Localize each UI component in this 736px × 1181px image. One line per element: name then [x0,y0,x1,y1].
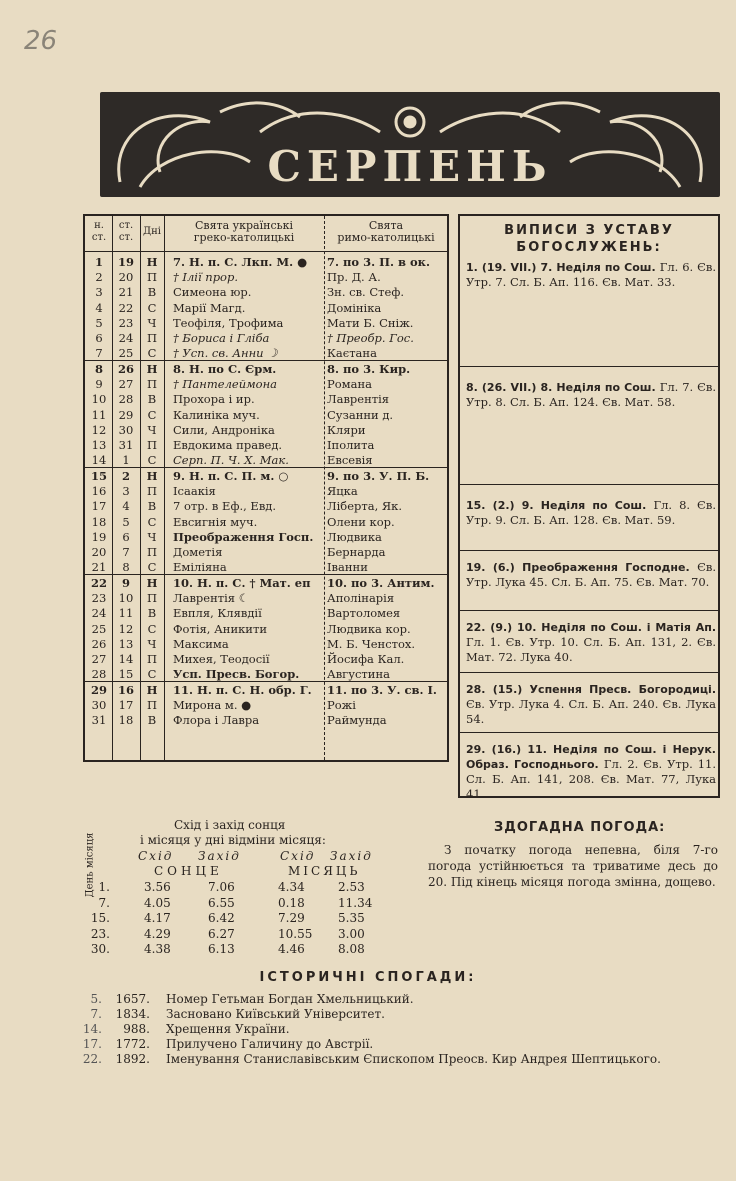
day-new: 27 [91,652,107,666]
day-old: 11 [118,606,134,621]
day-new: 24 [91,606,107,621]
greek-feast: 7 отр. в Еф., Евд. [173,499,277,514]
calendar-row [85,255,447,270]
day-old: 25 [118,346,134,361]
roman-feast: Людвика кор. [327,621,411,636]
day-old: 3 [122,484,130,499]
moonset: 2.53 [338,880,365,894]
day-old: 30 [118,422,134,437]
weekday: Н [146,469,158,483]
roman-feast: Бернарда [327,545,386,559]
day-old: 1 [122,453,130,468]
liturgy-entry-body: Єв. Утр. Лука 4. Сл. Б. Ап. 240. Єв. Лука 54. [466,697,716,726]
history-text: Прилучено Галичину до Австрії. [166,1037,374,1051]
day-new: 3 [95,285,103,300]
day-old: 28 [118,392,134,407]
greek-feast: Сили, Андроніка [173,422,275,437]
day-new: 5 [95,315,103,330]
liturgy-separator [460,732,718,733]
history-item [80,1037,720,1052]
weekday: С [147,560,157,575]
weekday: В [147,713,157,728]
liturgy-entry [466,260,716,290]
moonset: 3.00 [338,926,365,941]
liturgy-entry-body: Єв. Утр. Лука 45. Сл. Б. Ап. 75. Єв. Мат. 70. [466,560,716,589]
day-old: 9 [121,576,130,590]
calendar-row [85,377,447,392]
moonrise: 10.55 [278,926,313,941]
day-old: 22 [118,300,134,315]
greek-feast: Михея, Теодосії [173,652,270,666]
weekday: Ч [147,529,157,544]
weather-title: ЗДОГАДНА ПОГОДА: [494,820,666,835]
roman-feast: Каєтана [327,346,377,361]
moonrise: 0.18 [278,895,305,910]
greek-feast: Лаврентія ☾ [173,591,250,606]
moon-label: МІСЯЦЬ [288,864,361,878]
greek-feast: Дометія [173,545,223,559]
day-old: 10 [118,591,134,606]
weekday: П [146,545,158,559]
greek-feast: Преображення Госп. [173,529,314,544]
day-new: 15 [90,469,107,483]
day-old: 26 [117,362,134,376]
moonset: 5.35 [338,911,365,925]
calendar-row [85,499,447,514]
moonset: 8.08 [338,942,365,956]
weekday: П [146,652,158,666]
greek-feast: Евсигнія муч. [173,514,258,529]
greek-feast: † Бориса і Гліба [173,331,270,345]
weekday: С [147,407,157,422]
roman-feast: Евсевія [327,453,373,468]
sunset: 6.13 [208,942,235,956]
sunset: 6.42 [208,911,235,925]
history-text: Іменування Станиславівським Єпископом Преосв. Кир Андрея Шептицького. [166,1052,661,1066]
history-day: 22. [82,1052,102,1066]
weekday: П [146,591,158,606]
month-banner [100,92,720,197]
calendar-row [85,606,447,621]
history-day: 14. [82,1022,102,1036]
calendar-row [85,622,447,637]
calendar-week [85,574,447,682]
weekday: С [147,621,157,636]
roman-feast: Кляри [327,422,366,437]
greek-feast: 9. Н. п. С. П. м. ○ [173,469,289,483]
day-new: 22 [90,576,107,590]
greek-feast: Усп. Пресв. Богор. [173,667,300,682]
weekday: Н [146,362,158,376]
month-title: СЕРПЕНЬ [267,142,553,191]
day-old: 4 [122,499,130,514]
calendar-row [85,652,447,667]
greek-feast: Еміліяна [173,560,227,575]
history-text: Засновано Київський Університет. [166,1007,385,1021]
day-of-month: 23. [90,926,110,941]
calendar-row [85,270,447,285]
roman-feast: Іванни [327,560,368,575]
day-new: 7 [95,346,103,361]
roman-feast: Домініка [327,300,382,315]
day-old: 18 [118,713,134,728]
day-new: 25 [91,621,107,636]
greek-feast: Фотія, Аникити [173,621,267,636]
weekday: П [146,270,158,285]
day-old: 5 [122,514,130,529]
moonset: 11.34 [338,895,373,910]
liturgy-entry [466,380,716,410]
greek-feast: † Ілії прор. [173,270,238,285]
calendar-week [85,360,447,468]
day-old: 21 [118,285,134,300]
sun-subtitle: і місяця у дні відміни місяця: [140,833,326,847]
history-title: ІСТОРИЧНІ СПОГАДИ: [259,970,477,985]
day-of-month: 30. [90,942,110,956]
liturgy-rules [458,214,720,801]
liturgy-entry [466,498,716,528]
calendar-row [85,408,447,423]
roman-feast: 8. по 3. Кир. [327,362,411,376]
liturgy-entry [466,682,716,727]
day-old: 15 [118,667,134,682]
weekday: Ч [147,636,157,651]
liturgy-entry-head: 15. (2.) 9. Неділя по Сош. [466,499,654,512]
roman-feast: Вартоломея [327,606,401,621]
sunset: 6.55 [208,895,235,910]
greek-feast: Флора і Лавра [173,713,260,728]
roman-feast: Аполінарія [327,591,395,606]
day-new: 14 [91,453,107,468]
history-item [80,1007,720,1022]
greek-feast: Калиніка муч. [173,407,260,422]
calendar-week [85,467,447,575]
day-of-month: 7. [98,895,110,910]
weekday: С [147,514,157,529]
day-new: 8 [94,362,103,376]
sun-rise-label: Схід [138,849,174,863]
weather-text: З початку погода непевна, біля 7-го погода устійнюється та триватиме десь до 20. Під кінець місяця погода змінна, дощево. [428,843,718,889]
calendar-row [85,392,447,407]
roman-feast: † Преобр. Гос. [327,331,414,345]
day-new: 20 [91,545,107,559]
moonrise: 4.34 [278,880,305,894]
calendar-row [85,438,447,453]
liturgy-entry-body: Гл. 2. Єв. Утр. 11. Сл. Б. Ап. 141, 208. Єв. Мат. 77, Лука 41. [466,757,716,801]
weekday: В [147,392,157,407]
calendar-row [85,301,447,316]
calendar-row [85,530,447,545]
greek-feast: Теофіля, Трофима [173,315,284,330]
calendar-row [85,683,447,698]
history-year: 1772. [115,1037,150,1051]
weekday: Н [146,576,158,590]
day-new: 6 [95,331,103,345]
day-old: 24 [118,331,134,345]
day-new: 16 [91,484,107,499]
moonrise: 4.46 [278,942,305,956]
history-item [80,992,720,1007]
liturgy-entry-body: Гл. 8. Єв. Утр. 9. Сл. Б. Ап. 128. Єв. Мат. 59. [466,498,716,527]
sunrise: 4.29 [144,926,171,941]
weekday: В [147,285,157,300]
greek-feast: Серп. П. Ч. Х. Мак. [173,453,289,468]
sun-set-label: Захід [198,849,241,863]
calendar-row [85,484,447,499]
history-day: 17. [82,1037,102,1051]
history-day: 7. [90,1007,102,1021]
roman-feast: 7. по 3. П. в ок. [327,255,430,269]
day-old: 17 [118,698,134,713]
roman-feast: Мати Б. Сніж. [327,315,414,330]
day-old: 7 [122,545,130,559]
calendar-row [85,637,447,652]
liturgy-entry [466,742,716,802]
day-new: 19 [91,529,107,544]
calendar-row [85,591,447,606]
liturgy-separator [460,672,718,673]
calendar-row [85,713,447,728]
roman-feast: Йосифа Кал. [327,652,405,666]
history-year: 1834. [115,1007,150,1021]
moonrise: 7.29 [278,911,305,925]
liturgy-entry [466,620,716,665]
sun-title: Схід і захід сонця [174,818,286,832]
calendar-week [85,681,447,760]
history-list [80,992,720,1067]
liturgy-entry-body: Гл. 7. Єв. Утр. 8. Сл. Б. Ап. 124. Єв. Мат. 58. [466,380,716,409]
day-old: 12 [118,621,134,636]
sun-moon-table [80,812,410,962]
greek-feast: 7. Н. п. С. Лкп. М. ● [173,255,308,269]
roman-feast: Зн. св. Стеф. [327,285,404,300]
weekday: П [146,698,158,713]
day-old: 13 [118,636,134,651]
weekday: С [147,667,157,682]
calendar-row [85,331,447,346]
greek-feast: † Пантелеймона [173,377,277,392]
liturgy-title: ВИПИСИ З УСТАВУ БОГОСЛУЖЕНЬ: [504,223,674,255]
roman-feast: Іполита [327,438,375,452]
weekday: В [147,606,157,621]
moon-rise-label: Схід [280,849,316,863]
history-text: Хрещення України. [166,1022,290,1036]
day-new: 17 [91,499,107,514]
day-new: 28 [91,667,107,682]
moon-set-label: Захід [330,849,373,863]
day-of-month: 1. [98,880,110,894]
greek-feast: Симеона юр. [173,285,252,300]
day-old: 8 [122,560,130,575]
day-new: 4 [95,300,103,315]
liturgy-entry [466,560,716,590]
day-old: 23 [118,315,134,330]
page-number: 26 [24,26,58,56]
weekday: Н [146,683,158,697]
weekday: С [147,300,157,315]
weekday: Ч [147,315,157,330]
day-old: 16 [117,683,134,697]
liturgy-entry-head: 1. (19. VII.) 7. Неділя по Сош. [466,261,660,274]
liturgy-separator [460,550,718,551]
day-new: 31 [91,713,107,728]
sun-label: СОНЦЕ [154,864,223,878]
day-new: 11 [91,407,107,422]
calendar-table [83,214,449,762]
header-new-style: н. ст. [91,220,107,243]
greek-feast: † Усп. св. Анни ☽ [173,346,278,361]
sunrise: 3.56 [144,880,171,894]
history-day: 5. [90,992,102,1006]
liturgy-entry-head: 8. (26. VII.) 8. Неділя по Сош. [466,381,660,394]
header-days: Дні [143,226,161,237]
greek-feast: Максима [173,636,229,651]
day-new: 1 [94,255,103,269]
liturgy-entry-head: 29. (16.) 11. Неділя по Сош. і Нерук. Образ. Господнього. [466,743,716,771]
history-item [80,1052,720,1067]
header-old-style: ст. ст. [118,220,134,243]
calendar-row [85,545,447,560]
greek-feast: Ісаакія [173,484,216,499]
header-greek-catholic: Свята українські греко-католицькі [193,219,295,244]
calendar-row [85,316,447,331]
roman-feast: Лаврентія [327,392,390,407]
weekday: П [146,331,158,345]
calendar-week [85,253,447,361]
weekday: П [146,377,158,392]
day-new: 9 [95,377,103,392]
weekday: Н [146,255,158,269]
greek-feast: Прохора і ир. [173,392,255,407]
day-new: 30 [91,698,107,713]
weekday: С [147,453,157,468]
day-old: 2 [121,469,130,483]
weekday: П [146,484,158,499]
day-old: 27 [118,377,134,392]
day-old: 19 [117,255,134,269]
weekday: Ч [147,422,157,437]
day-old: 29 [118,407,134,422]
greek-feast: 8. Н. по С. Єрм. [173,362,277,376]
day-new: 26 [91,636,107,651]
greek-feast: Евдокима правед. [173,438,283,452]
sunrise: 4.05 [144,895,171,910]
sunset: 7.06 [208,880,235,894]
roman-feast: Олени кор. [327,514,395,529]
roman-feast: 11. по 3. У. св. І. [327,683,437,697]
history-item [80,1022,720,1037]
sunset: 6.27 [208,926,235,941]
roman-feast: 9. по 3. У. П. Б. [327,469,430,483]
calendar-row [85,469,447,484]
roman-feast: Яцка [327,484,358,499]
calendar-row [85,698,447,713]
roman-feast: Рожі [327,698,356,713]
greek-feast: Марії Магд. [173,300,246,315]
day-old: 31 [118,438,134,452]
weekday: В [147,499,157,514]
day-new: 23 [91,591,107,606]
day-new: 12 [91,422,107,437]
greek-feast: 11. Н. п. С. Н. обр. Г. [173,683,312,697]
liturgy-entry-body: Гл. 1. Єв. Утр. 10. Сл. Б. Ап. 131, 2. Єв. Мат. 72. Лука 40. [466,635,716,664]
calendar-row [85,576,447,591]
greek-feast: Евпля, Клявдії [173,606,262,621]
roman-feast: Людвика [327,529,382,544]
day-of-month: 15. [90,911,110,925]
day-new: 10 [91,392,107,407]
sunrise: 4.17 [144,911,171,925]
day-new: 13 [91,438,107,452]
greek-feast: 10. Н. п. С. † Мат. еп [173,576,311,590]
liturgy-entry-head: 19. (6.) Преображення Господне. [466,561,698,574]
liturgy-separator [460,610,718,611]
sunrise: 4.38 [144,942,171,956]
liturgy-entry-head: 22. (9.) 10. Неділя по Сош. і Матія Ап. [466,621,716,634]
day-new: 18 [91,514,107,529]
weekday: П [146,438,158,452]
header-roman-catholic: Свята римо-католицькі [337,219,435,244]
roman-feast: Ліберта, Як. [327,499,403,514]
roman-feast: Раймунда [327,713,387,728]
history-year: 1657. [115,992,150,1006]
history-text: Номер Гетьман Богдан Хмельницький. [166,992,414,1006]
calendar-row [85,423,447,438]
weekday: С [147,346,157,361]
day-old: 14 [118,652,134,666]
greek-feast: Мирона м. ● [173,698,252,713]
liturgy-entry-head: 28. (15.) Успення Пресв. Богородиці. [466,683,716,696]
roman-feast: М. Б. Ченстох. [327,636,416,651]
roman-feast: Августина [327,667,390,682]
history-year: 1892. [115,1052,150,1066]
day-column-label: День місяця [84,832,96,898]
calendar-row [85,362,447,377]
calendar-row [85,285,447,300]
roman-feast: Романа [327,377,372,392]
roman-feast: Пр. Д. А. [327,270,381,285]
day-old: 6 [122,529,130,544]
liturgy-entry-body: Гл. 6. Єв. Утр. 7. Сл. Б. Ап. 116. Єв. Мат. 33. [466,260,716,289]
history-year: 988. [123,1022,150,1036]
liturgy-separator [460,484,718,485]
day-new: 2 [95,270,103,285]
day-new: 29 [90,683,107,697]
liturgy-separator [460,366,718,367]
calendar-row [85,515,447,530]
roman-feast: 10. по 3. Антим. [327,576,435,590]
day-old: 20 [118,270,134,285]
roman-feast: Сузанни д. [327,407,394,422]
day-new: 21 [91,560,107,575]
